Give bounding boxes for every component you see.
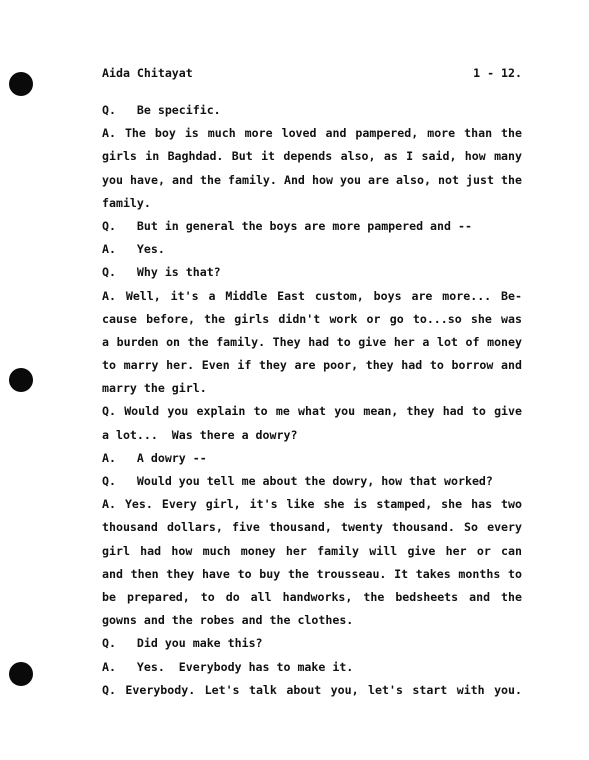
transcript-line: Q. Why is that? xyxy=(102,265,221,280)
transcript-line: Q. Would you explain to me what you mean, they had to give xyxy=(102,404,522,419)
transcript-line: family. xyxy=(102,195,151,210)
transcript-line: thousand dollars, five thousand, twenty thousand. So every xyxy=(102,520,522,535)
page-header xyxy=(102,66,522,82)
transcript-line: girls in Baghdad. But it depends also, as I said, how many xyxy=(102,149,522,164)
transcript-line: girl had how much money her family will give her or can xyxy=(102,543,522,558)
transcript-line: Q. Be specific. xyxy=(102,103,221,117)
transcript-line: Q. Did you make this? xyxy=(102,636,263,651)
transcript-line: A. Yes. Every girl, it's like she is stamped, she has two xyxy=(102,497,522,512)
transcript-line: you have, and the family. And how you are also, not just the xyxy=(102,172,522,187)
punch-hole-middle xyxy=(9,368,33,392)
transcript-line: gowns and the robes and the clothes. xyxy=(102,613,354,628)
transcript-line: to marry her. Even if they are poor, they had to borrow and xyxy=(102,358,522,373)
interviewee-name: Aida Chitayat xyxy=(102,66,193,80)
transcript-body xyxy=(102,99,522,702)
transcript-line: a burden on the family. They had to give her a lot of money xyxy=(102,334,522,349)
transcript-line: A. A dowry -- xyxy=(102,450,207,465)
punch-hole-top xyxy=(9,72,33,96)
transcript-line: Q. But in general the boys are more pampered and -- xyxy=(102,218,472,233)
transcript-line: Q. Would you tell me about the dowry, how that worked? xyxy=(102,474,493,488)
transcript-line: Q. Everybody. Let's talk about you, let's start with you. xyxy=(102,682,522,697)
transcript-line: marry the girl. xyxy=(102,381,207,396)
transcript-line: and then they have to buy the trousseau. It takes months to xyxy=(102,566,522,581)
transcript-line: A. The boy is much more loved and pampered, more than the xyxy=(102,126,522,141)
transcript-line: cause before, the girls didn't work or go to...so she was xyxy=(102,311,522,326)
page-number: 1 - 12. xyxy=(473,66,522,80)
transcript-line: a lot... Was there a dowry? xyxy=(102,427,298,442)
transcript-line: A. Well, it's a Middle East custom, boys are more... Be- xyxy=(102,288,522,303)
transcript-line: A. Yes. Everybody has to make it. xyxy=(102,659,354,674)
transcript-line: A. Yes. xyxy=(102,242,165,257)
transcript-line: be prepared, to do all handworks, the bedsheets and the xyxy=(102,589,522,604)
punch-hole-bottom xyxy=(9,662,33,686)
